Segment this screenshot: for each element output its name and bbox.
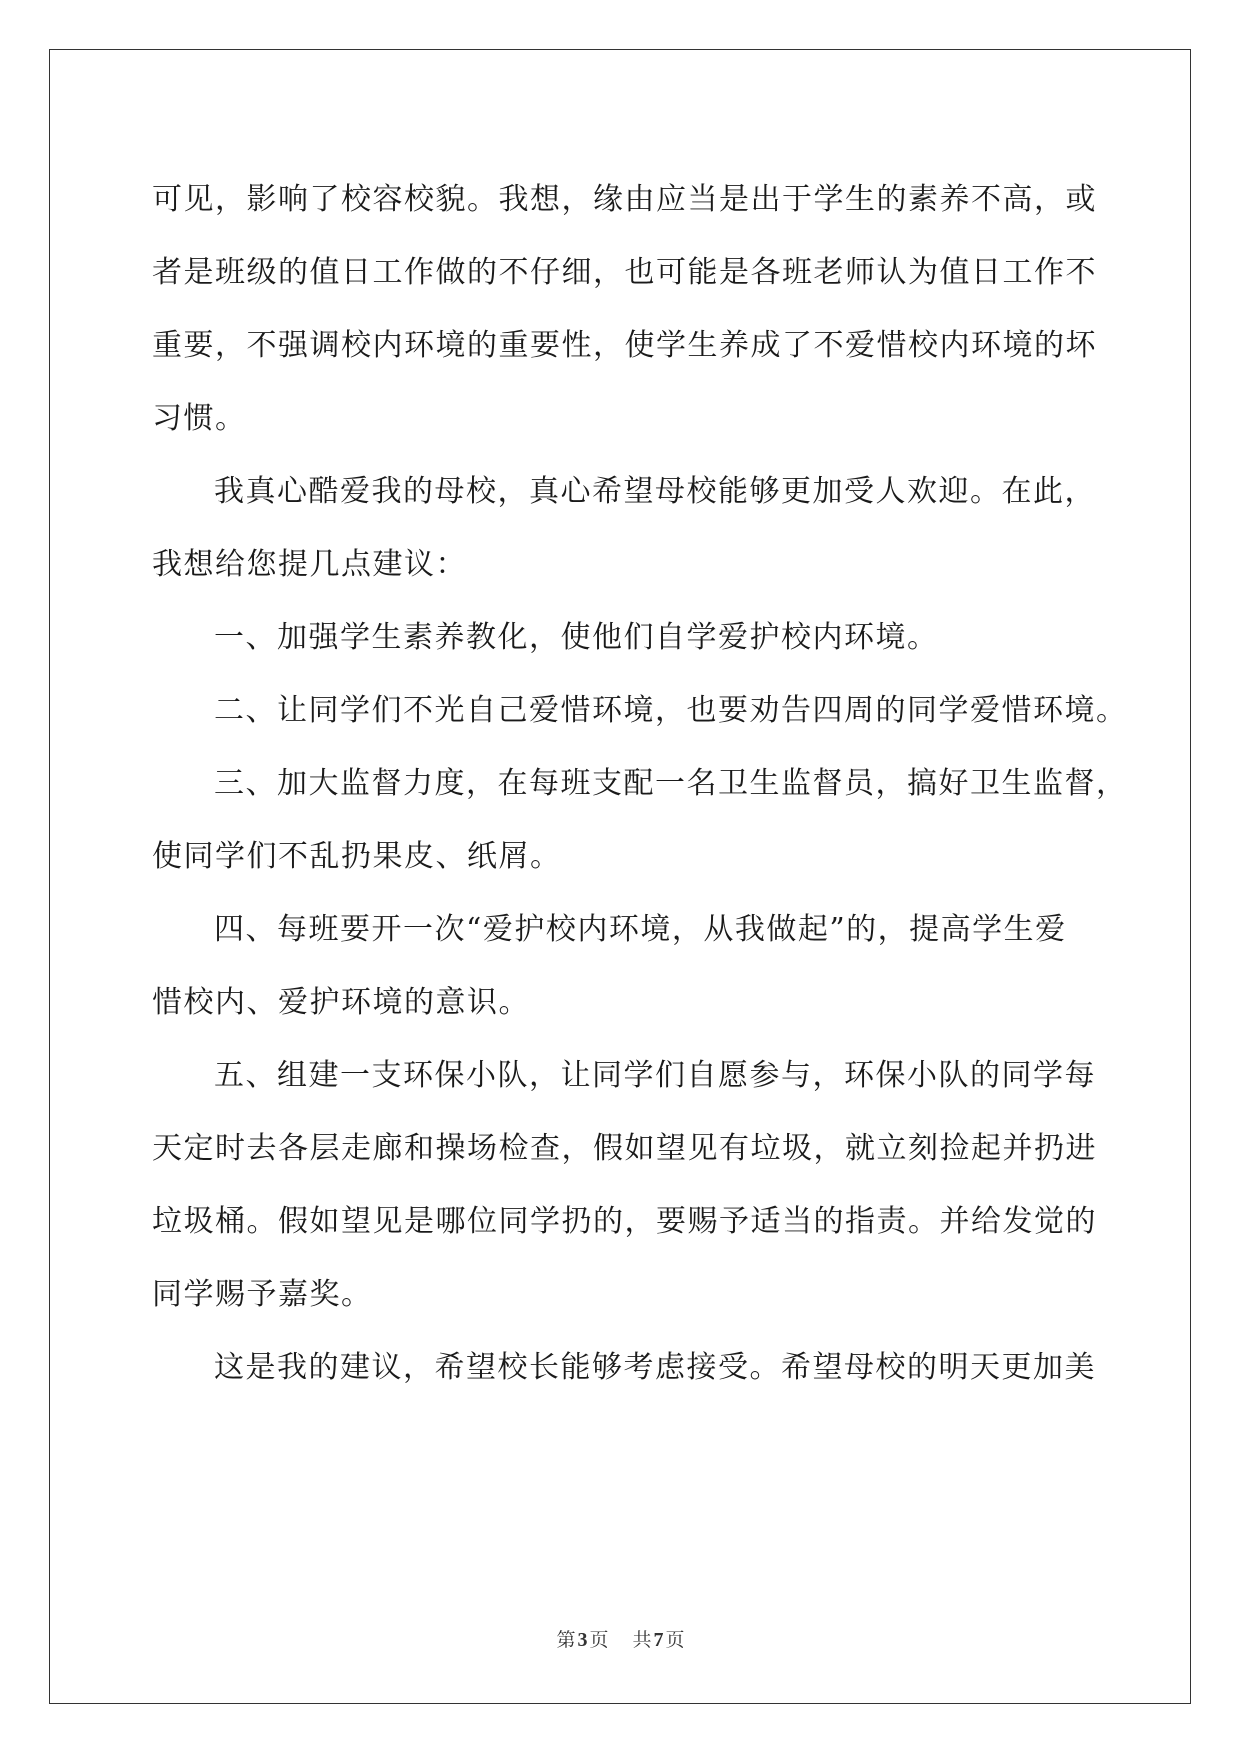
text-line: 垃圾桶。假如望见是哪位同学扔的，要赐予适当的指责。并给发觉的 (152, 1204, 1097, 1239)
suggestion-item-1: 一、加强学生素养教化，使他们自学爱护校内环境。 (214, 620, 939, 655)
text-line: 同学赐予嘉奖。 (152, 1277, 373, 1312)
text-line: 重要，不强调校内环境的重要性，使学生养成了不爱惜校内环境的坏 (152, 328, 1097, 363)
current-page-number: 3 (577, 1629, 588, 1651)
total-suffix: 页 (665, 1629, 685, 1651)
paragraph-start-line: 我真心酷爱我的母校，真心希望母校能够更加受人欢迎。在此， (214, 474, 1096, 509)
total-pages-number: 7 (653, 1629, 664, 1651)
suggestion-item-4: 四、每班要开一次“爱护校内环境，从我做起”的，提高学生爱 (214, 912, 1067, 947)
text-line: 者是班级的值日工作做的不仔细，也可能是各班老师认为值日工作不 (152, 255, 1097, 290)
suggestion-item-3: 三、加大监督力度，在每班支配一名卫生监督员，搞好卫生监督， (214, 766, 1128, 801)
text-line: 我想给您提几点建议： (152, 547, 467, 582)
page-footer (0, 1625, 1241, 1652)
page-suffix: 页 (589, 1629, 609, 1651)
text-line: 惜校内、爱护环境的意识。 (152, 985, 530, 1020)
closing-line: 这是我的建议，希望校长能够考虑接受。希望母校的明天更加美 (214, 1350, 1096, 1385)
text-line: 天定时去各层走廊和操场检查，假如望见有垃圾，就立刻捡起并扔进 (152, 1131, 1097, 1166)
page-prefix: 第 (556, 1629, 576, 1651)
text-line: 习惯。 (152, 401, 247, 436)
total-prefix: 共 (632, 1629, 652, 1651)
suggestion-item-2: 二、让同学们不光自己爱惜环境，也要劝告四周的同学爱惜环境。 (214, 693, 1128, 728)
document-body (152, 163, 1128, 1404)
text-line: 可见，影响了校容校貌。我想，缘由应当是出于学生的素养不高，或 (152, 182, 1097, 217)
suggestion-item-5: 五、组建一支环保小队，让同学们自愿参与，环保小队的同学每 (214, 1058, 1096, 1093)
text-line: 使同学们不乱扔果皮、纸屑。 (152, 839, 562, 874)
